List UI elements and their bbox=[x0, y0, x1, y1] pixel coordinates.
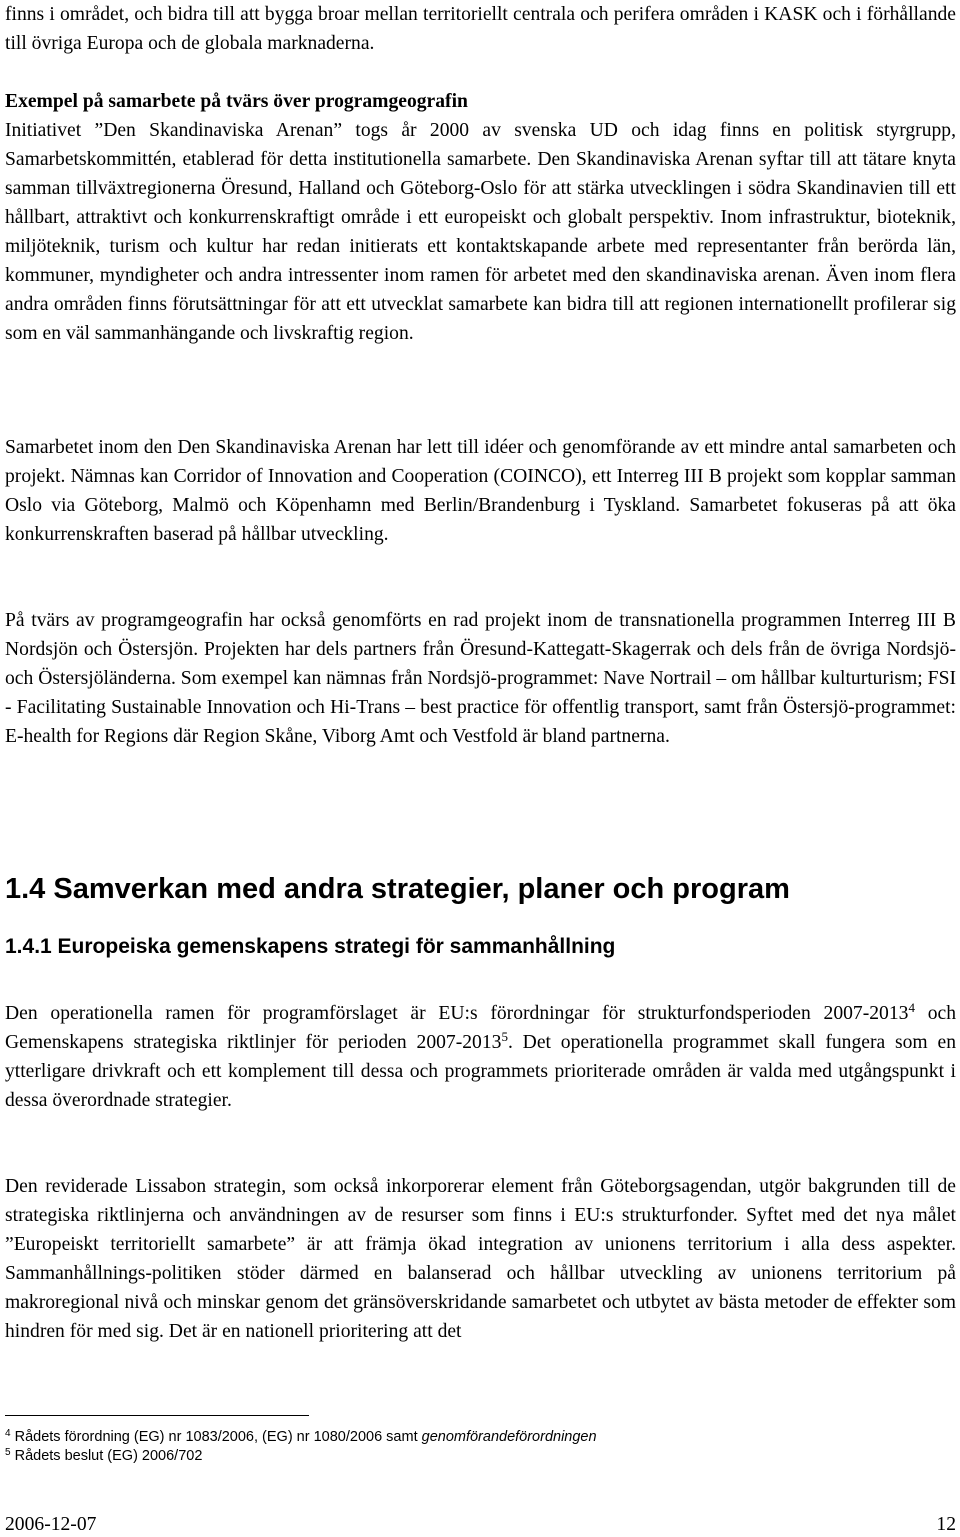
paragraph-lisbon-strategy: Den reviderade Lissabon strategin, som också inkorporerar element från Göteborgsagendan, utgör bakgrunden till de strategiska riktlinjerna och användningen av de resurser som finns i EU:s strukturfonder. Syftet med det nya målet ”Europeiskt territoriellt samarbete” är att främja ökad integration av unionens territorium i alla dess aspekter. Sammanhållnings-politiken stöder därmed en balanserad och hållbar utveckling av unionens territorium på makroregional nivå och minskar genom det gränsöverskridande samarbetet och utbytet av bästa metoder de effekter som hindren för med sig. Det är en nationell prioritering att det bbox=[5, 1176, 956, 1342]
footnote-ref-5[interactable]: 5 bbox=[501, 1029, 508, 1044]
footnote-5 bbox=[5, 1447, 202, 1465]
paragraph-scandinavian-arena: Initiativet ”Den Skandinaviska Arenan” togs år 2000 av svenska UD och idag finns en politisk styrgrupp, Samarbetskommittén, etablerad för detta institutionella samarbete. Den Skandinaviska Arenan syftar till att tätare knyta samman tillväxtregionerna Öresund, Halland och Göteborg-Oslo för att stärka utvecklingen i södra Skandinavien till ett hållbart, attraktivt och konkurrenskraftigt område i ett europeiskt och globalt perspektiv. Inom infrastruktur, bioteknik, miljöteknik, turism och kultur har redan initierats ett kontaktskapande arbete med representanter från berörda län, kommuner, myndigheter och andra intressenter inom ramen för arbetet med den skandinaviska arenan. Även inom flera andra områden finns förutsättningar för att ett utvecklat samarbete kan bidra till att regionen internationellt profilerar sig som en väl sammanhängande och livskraftig region. bbox=[5, 120, 956, 344]
footnote-ref-4[interactable]: 4 bbox=[908, 1000, 915, 1015]
footnote-number: 5 bbox=[5, 1447, 11, 1458]
paragraph-text: . Det operationella programmet skall fungera som en ytterligare drivkraft och ett komplement till dessa och programmets prioriterade områden är valda med utgångspunkt i dessa överordnade strategier. bbox=[5, 1032, 956, 1111]
footnote-4 bbox=[5, 1428, 597, 1446]
footnote-separator bbox=[5, 1415, 309, 1416]
heading-1-4: 1.4 Samverkan med andra strategier, planer och program bbox=[5, 873, 790, 905]
paragraph-intro-end: finns i området, och bidra till att bygga broar mellan territoriellt centrala och perifera områden i KASK och i förhållande till övriga Europa och de globala marknaderna. bbox=[5, 4, 956, 54]
footnote-italic: genomförandeförordningen bbox=[421, 1429, 597, 1445]
paragraph-operational-frame bbox=[5, 999, 956, 1115]
page-number: 12 bbox=[936, 1514, 956, 1535]
heading-1-4-1: 1.4.1 Europeiska gemenskapens strategi för sammanhållning bbox=[5, 935, 616, 958]
paragraph-transnational: På tvärs av programgeografin har också genomförts en rad projekt inom de transnationella programmen Interreg III B Nordsjön och Östersjön. Projekten har dels partners från Öresund-Kattegatt-Skagerrak och dels från de övriga Nordsjö- och Östersjöländerna. Som exempel kan nämnas från Nordsjö-programmet: Nave Nortrail – om hållbar kulturturism; FSI - Facilitating Sustainable Innovation och Hi-Trans – best practice för offentlig transport, samt från Östersjö-programmet: E-health for Regions där Region Skåne, Viborg Amt och Vestfold är bland partnerna. bbox=[5, 610, 956, 747]
paragraph-coinco: Samarbetet inom den Den Skandinaviska Arenan har lett till idéer och genomförande av ett mindre antal samarbeten och projekt. Nämnas kan Corridor of Innovation and Cooperation (COINCO), ett Interreg III B projekt som kopplar samman Oslo via Göteborg, Malmö och Köpenhamn med Berlin/Brandenburg i Tyskland. Samarbetet fokuseras på att öka konkurrenskraften baserad på hållbar utveckling. bbox=[5, 437, 956, 545]
footnote-text: Rådets beslut (EG) 2006/702 bbox=[14, 1448, 203, 1464]
section-heading-example: Exempel på samarbete på tvärs över programgeografin bbox=[5, 91, 468, 112]
footnote-number: 4 bbox=[5, 1428, 11, 1439]
footer-date: 2006-12-07 bbox=[5, 1514, 97, 1535]
paragraph-text: Den operationella ramen för programförslaget är EU:s förordningar för strukturfondsperioden 2007-2013 bbox=[5, 1003, 909, 1024]
footnote-text: Rådets förordning (EG) nr 1083/2006, (EG) nr 1080/2006 samt bbox=[14, 1429, 422, 1445]
paragraph-text: och Gemenskapens strategiska riktlinjer för perioden 2007-2013 bbox=[5, 1003, 956, 1053]
